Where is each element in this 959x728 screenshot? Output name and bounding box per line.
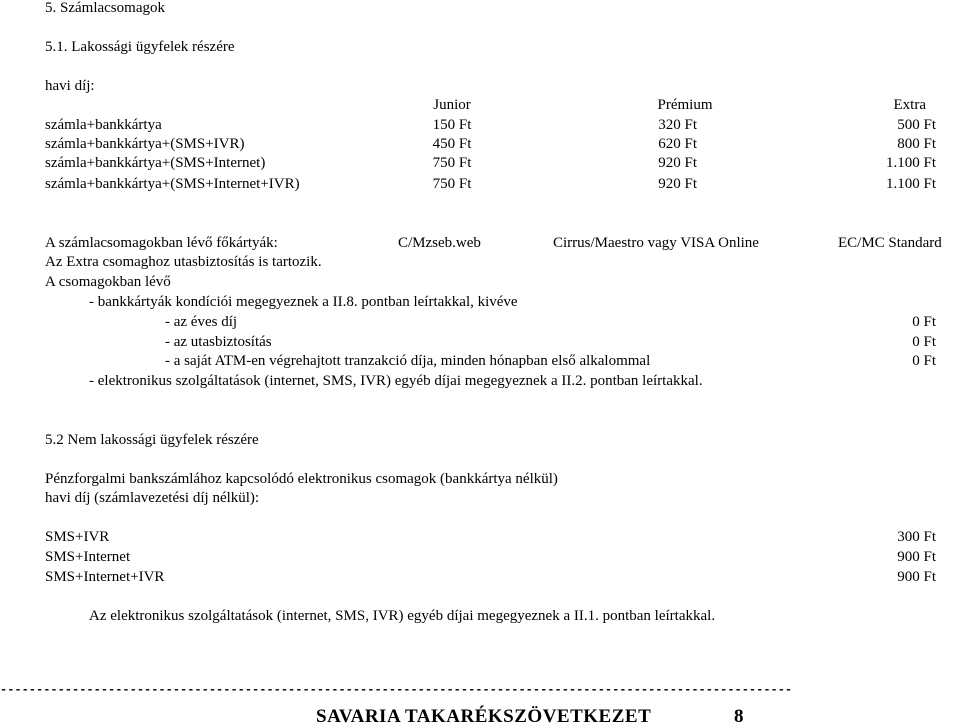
row-premium: 320 Ft: [658, 117, 697, 133]
conditions-line: - bankkártyák kondíciói megegyeznek a II.8. pontban leírtakkal, kivéve: [89, 294, 518, 310]
section2-description: Pénzforgalmi bankszámlához kapcsolódó elektronikus csomagok (bankkártya nélkül): [45, 471, 558, 487]
row-extra: 1.100 Ft: [885, 176, 936, 192]
section2-note: Az elektronikus szolgáltatások (internet, SMS, IVR) egyéb díjai megegyeznek a II.1. pontban leírtakkal.: [89, 608, 716, 624]
item-value: 300 Ft: [897, 529, 936, 545]
row-junior: 450 Ft: [432, 136, 472, 152]
section1-title: 5.1. Lakossági ügyfelek részére: [45, 39, 235, 55]
card-type-1: C/Mzseb.web: [398, 235, 481, 251]
column-header-premium: Prémium: [657, 97, 713, 113]
row-name: számla+bankkártya+(SMS+IVR): [45, 136, 245, 152]
footer-separator: --------------------------------------------------------------------------------------------------------------: [0, 683, 793, 697]
row-extra: 500 Ft: [897, 117, 936, 133]
page-heading: 5. Számlacsomagok: [45, 0, 165, 16]
page-number: 8: [734, 706, 744, 727]
in-packages-label: A csomagokban lévő: [45, 274, 171, 290]
row-junior: 750 Ft: [432, 176, 472, 192]
card-type-3: EC/MC Standard: [838, 235, 942, 251]
row-name: számla+bankkártya+(SMS+Internet): [45, 155, 266, 171]
row-premium: 620 Ft: [658, 136, 697, 152]
section2-fee-label: havi díj (számlavezetési díj nélkül):: [45, 490, 260, 506]
card-type-2: Cirrus/Maestro vagy VISA Online: [553, 235, 759, 251]
section2-title: 5.2 Nem lakossági ügyfelek részére: [45, 432, 259, 448]
item-value: 900 Ft: [897, 549, 936, 565]
exception-value: 0 Ft: [912, 353, 936, 369]
row-extra: 1.100 Ft: [885, 155, 936, 171]
item-name: SMS+Internet+IVR: [45, 569, 165, 585]
row-extra: 800 Ft: [897, 136, 936, 152]
insurance-note: Az Extra csomaghoz utasbiztosítás is tartozik.: [45, 254, 322, 270]
row-premium: 920 Ft: [658, 176, 697, 192]
column-header-extra: Extra: [893, 97, 926, 113]
item-name: SMS+Internet: [45, 549, 131, 565]
row-junior: 150 Ft: [432, 117, 472, 133]
item-value: 900 Ft: [897, 569, 936, 585]
row-junior: 750 Ft: [432, 155, 472, 171]
item-name: SMS+IVR: [45, 529, 110, 545]
electronic-note: - elektronikus szolgáltatások (internet, SMS, IVR) egyéb díjai megegyeznek a II.2. pontban leírtakkal.: [89, 373, 703, 389]
exception-item: - az utasbiztosítás: [165, 334, 272, 350]
exception-item: - a saját ATM-en végrehajtott tranzakció díja, minden hónapban első alkalommal: [165, 353, 651, 369]
row-name: számla+bankkártya+(SMS+Internet+IVR): [45, 176, 300, 192]
fee-label: havi díj:: [45, 78, 95, 94]
column-header-junior: Junior: [433, 97, 471, 113]
exception-value: 0 Ft: [912, 334, 936, 350]
cards-label: A számlacsomagokban lévő főkártyák:: [45, 235, 278, 251]
footer-bank-name: SAVARIA TAKARÉKSZÖVETKEZET: [316, 706, 652, 727]
exception-value: 0 Ft: [912, 314, 936, 330]
row-premium: 920 Ft: [658, 155, 697, 171]
row-name: számla+bankkártya: [45, 117, 162, 133]
exception-item: - az éves díj: [165, 314, 238, 330]
